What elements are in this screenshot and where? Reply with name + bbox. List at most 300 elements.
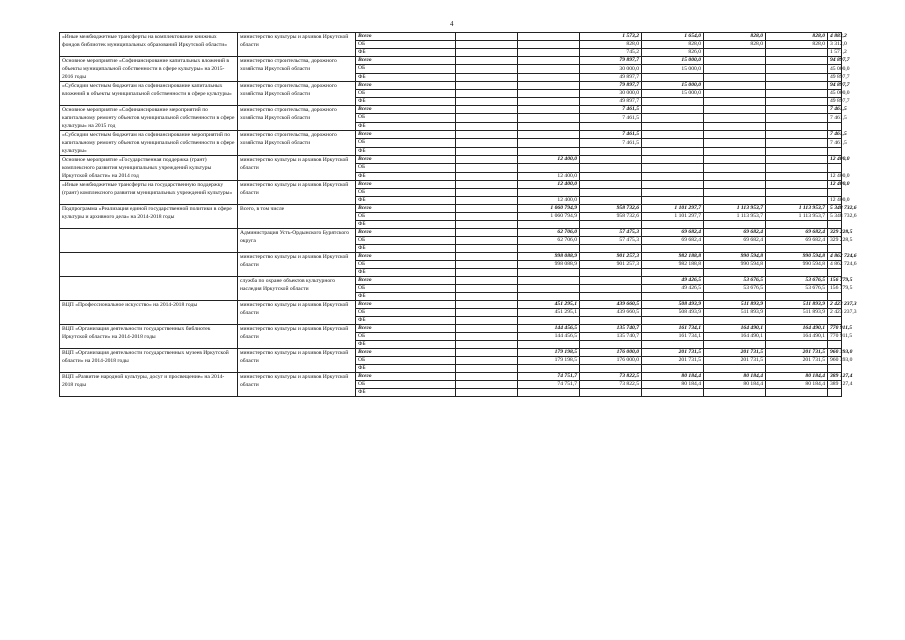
measure-description: Основное мероприятие «Софинансирование мероприятий по капитальному ремонту объектов муниципальной собственности в сфере культуры» на 2015 год [60, 106, 238, 131]
total-cell: 389 127,4 [828, 381, 842, 389]
amount-cell [704, 365, 766, 373]
amount-cell [456, 285, 518, 293]
amount-cell [580, 365, 642, 373]
funding-source: ОБ [356, 357, 456, 365]
amount-cell [766, 245, 828, 253]
amount-cell [456, 245, 518, 253]
amount-cell [704, 341, 766, 349]
amount-cell: 1 113 953,7 [766, 213, 828, 221]
amount-cell [642, 172, 704, 180]
funding-source: Всего [356, 229, 456, 237]
total-cell: 94 897,7 [828, 57, 842, 65]
measure-description [60, 277, 238, 301]
amount-cell [704, 172, 766, 180]
amount-cell: 164 490,1 [704, 325, 766, 333]
table-row [60, 33, 842, 41]
amount-cell: 7 461,5 [580, 114, 642, 122]
amount-cell [456, 253, 518, 261]
total-cell: 2 423 237,3 [828, 301, 842, 309]
responsible-executor: министерство культуры и архивов Иркутской области [238, 349, 356, 373]
funding-source: ФБ [356, 221, 456, 229]
amount-cell [704, 98, 766, 106]
responsible-executor: министерство строительства, дорожного хозяйства Иркутской области [238, 106, 356, 131]
amount-cell [456, 309, 518, 317]
amount-cell [580, 293, 642, 301]
amount-cell: 179 198,5 [518, 357, 580, 365]
amount-cell [580, 245, 642, 253]
table-row [60, 229, 842, 237]
funding-source: ФБ [356, 49, 456, 57]
amount-cell: 53 676,5 [766, 285, 828, 293]
total-cell [828, 365, 842, 373]
funding-source: ОБ [356, 285, 456, 293]
funding-source: Всего [356, 181, 456, 189]
amount-cell: 15 000,0 [642, 82, 704, 90]
amount-cell: 511 893,9 [766, 309, 828, 317]
responsible-executor: Администрация Усть-Ордынского Бурятского округа [238, 229, 356, 253]
amount-cell [456, 49, 518, 57]
amount-cell: 80 184,4 [766, 381, 828, 389]
total-cell [828, 341, 842, 349]
total-cell: 49 897,7 [828, 98, 842, 106]
amount-cell [642, 156, 704, 164]
funding-source: ФБ [356, 172, 456, 180]
amount-cell [766, 156, 828, 164]
amount-cell [766, 189, 828, 197]
amount-cell [518, 317, 580, 325]
funding-source: ФБ [356, 122, 456, 130]
amount-cell [704, 197, 766, 205]
amount-cell [704, 73, 766, 81]
amount-cell: 1 113 953,7 [704, 205, 766, 213]
amount-cell [456, 122, 518, 130]
total-cell: 5 348 732,6 [828, 213, 842, 221]
amount-cell: 982 188,8 [642, 261, 704, 269]
amount-cell: 15 000,0 [642, 57, 704, 65]
amount-cell [518, 106, 580, 114]
funding-source: Всего [356, 277, 456, 285]
amount-cell [456, 205, 518, 213]
amount-cell: 828,0 [580, 41, 642, 49]
amount-cell: 901 257,3 [580, 261, 642, 269]
amount-cell: 511 893,9 [704, 309, 766, 317]
amount-cell [642, 98, 704, 106]
table-row [60, 349, 842, 357]
amount-cell [766, 90, 828, 98]
amount-cell [580, 389, 642, 397]
amount-cell [456, 156, 518, 164]
amount-cell [766, 341, 828, 349]
amount-cell [704, 131, 766, 139]
funding-source: Всего [356, 106, 456, 114]
amount-cell [766, 98, 828, 106]
amount-cell: 164 490,1 [704, 333, 766, 341]
amount-cell: 74 751,7 [518, 373, 580, 381]
table-row [60, 205, 842, 213]
amount-cell [518, 82, 580, 90]
amount-cell: 53 676,5 [704, 277, 766, 285]
total-cell: 12 400,0 [828, 197, 842, 205]
amount-cell [518, 293, 580, 301]
amount-cell [518, 131, 580, 139]
amount-cell [456, 269, 518, 277]
total-cell: 2 423 237,3 [828, 309, 842, 317]
amount-cell [642, 317, 704, 325]
total-cell: 770 911,5 [828, 325, 842, 333]
amount-cell: 12 400,0 [518, 172, 580, 180]
amount-cell [642, 197, 704, 205]
amount-cell: 201 731,5 [642, 349, 704, 357]
measure-description: ВЦП «Организация деятельности государственных музеев Иркутской области» на 2014-2018 годы [60, 349, 238, 373]
amount-cell [704, 57, 766, 65]
amount-cell: 998 088,9 [518, 261, 580, 269]
total-cell: 960 393,0 [828, 357, 842, 365]
table-row [60, 57, 842, 65]
amount-cell: 1 654,0 [642, 33, 704, 41]
amount-cell: 828,0 [704, 41, 766, 49]
responsible-executor: служба по охране объектов культурного наследия Иркутской области [238, 277, 356, 301]
amount-cell [704, 164, 766, 172]
amount-cell: 1 573,2 [580, 33, 642, 41]
amount-cell [518, 189, 580, 197]
amount-cell [580, 189, 642, 197]
amount-cell [704, 189, 766, 197]
responsible-executor: министерство культуры и архивов Иркутской области [238, 373, 356, 397]
responsible-executor: министерство культуры и архивов Иркутской области [238, 156, 356, 181]
amount-cell: 164 490,1 [766, 333, 828, 341]
amount-cell [456, 114, 518, 122]
amount-cell: 144 456,5 [518, 333, 580, 341]
amount-cell [704, 293, 766, 301]
amount-cell [766, 147, 828, 155]
amount-cell: 53 676,5 [766, 277, 828, 285]
amount-cell [704, 389, 766, 397]
amount-cell [456, 57, 518, 65]
amount-cell [642, 293, 704, 301]
amount-cell [456, 90, 518, 98]
total-cell: 156 779,5 [828, 285, 842, 293]
total-cell [828, 147, 842, 155]
responsible-executor: Всего, в том числе [238, 205, 356, 229]
amount-cell [456, 98, 518, 106]
amount-cell [580, 197, 642, 205]
amount-cell [642, 365, 704, 373]
responsible-executor: министерство культуры и архивов Иркутской области [238, 33, 356, 57]
amount-cell [704, 181, 766, 189]
amount-cell [704, 139, 766, 147]
table-row [60, 156, 842, 164]
table-row [60, 277, 842, 285]
amount-cell [456, 341, 518, 349]
total-cell [828, 189, 842, 197]
funding-source: ФБ [356, 365, 456, 373]
funding-source: Всего [356, 349, 456, 357]
amount-cell: 69 682,4 [766, 229, 828, 237]
amount-cell: 176 000,0 [580, 357, 642, 365]
amount-cell [580, 147, 642, 155]
amount-cell [766, 73, 828, 81]
table-row [60, 131, 842, 139]
amount-cell [518, 122, 580, 130]
amount-cell [704, 147, 766, 155]
total-cell: 12 400,0 [828, 172, 842, 180]
funding-source: ОБ [356, 114, 456, 122]
table-row [60, 301, 842, 309]
amount-cell: 80 184,4 [766, 373, 828, 381]
amount-cell [456, 365, 518, 373]
amount-cell [704, 106, 766, 114]
funding-source: Всего [356, 82, 456, 90]
amount-cell: 990 594,8 [704, 253, 766, 261]
amount-cell [704, 317, 766, 325]
funding-source: Всего [356, 301, 456, 309]
amount-cell [580, 317, 642, 325]
total-cell: 389 127,4 [828, 373, 842, 381]
amount-cell: 69 682,4 [704, 237, 766, 245]
amount-cell: 998 088,9 [518, 253, 580, 261]
amount-cell [518, 90, 580, 98]
amount-cell [456, 147, 518, 155]
amount-cell: 49 426,5 [642, 277, 704, 285]
funding-source: ФБ [356, 341, 456, 349]
amount-cell: 69 682,4 [642, 229, 704, 237]
funding-source: Всего [356, 325, 456, 333]
amount-cell [704, 221, 766, 229]
measure-description: «Субсидии местным бюджетам на софинансирование мероприятий по капитальному ремонту объектов муниципальной собственности в сфере культуры» [60, 131, 238, 156]
amount-cell [456, 213, 518, 221]
amount-cell [766, 82, 828, 90]
amount-cell [766, 197, 828, 205]
amount-cell [456, 389, 518, 397]
amount-cell: 80 184,4 [704, 373, 766, 381]
total-cell: 3 312,0 [828, 41, 842, 49]
funding-source: ОБ [356, 309, 456, 317]
amount-cell [518, 164, 580, 172]
amount-cell [704, 114, 766, 122]
funding-source: ОБ [356, 189, 456, 197]
amount-cell [456, 349, 518, 357]
amount-cell [766, 65, 828, 73]
amount-cell [456, 221, 518, 229]
amount-cell: 451 295,1 [518, 309, 580, 317]
amount-cell [766, 106, 828, 114]
funding-source: Всего [356, 156, 456, 164]
amount-cell [518, 147, 580, 155]
amount-cell: 439 660,5 [580, 309, 642, 317]
funding-source: ФБ [356, 269, 456, 277]
funding-source: Всего [356, 205, 456, 213]
amount-cell: 745,2 [580, 49, 642, 57]
total-cell [828, 389, 842, 397]
total-cell: 960 393,0 [828, 349, 842, 357]
amount-cell: 30 000,0 [580, 65, 642, 73]
amount-cell [456, 41, 518, 49]
table-body [60, 33, 857, 397]
total-cell: 94 897,7 [828, 82, 842, 90]
amount-cell [580, 164, 642, 172]
funding-source: ФБ [356, 317, 456, 325]
funding-source: ОБ [356, 213, 456, 221]
amount-cell [456, 139, 518, 147]
amount-cell [456, 237, 518, 245]
amount-cell [642, 122, 704, 130]
amount-cell [704, 49, 766, 57]
total-cell: 1 571,2 [828, 49, 842, 57]
total-cell: 7 461,5 [828, 139, 842, 147]
measure-description [60, 253, 238, 277]
amount-cell: 12 400,0 [518, 181, 580, 189]
amount-cell [766, 114, 828, 122]
amount-cell: 990 594,8 [766, 261, 828, 269]
total-cell: 156 779,5 [828, 277, 842, 285]
amount-cell: 7 461,5 [580, 131, 642, 139]
amount-cell: 1 101 297,7 [642, 205, 704, 213]
measure-description: ВЦП «Развитие народной культуры, досуг и просвещение» на 2014-2018 годы [60, 373, 238, 397]
amount-cell [704, 65, 766, 73]
amount-cell [642, 114, 704, 122]
total-cell: 329 228,5 [828, 237, 842, 245]
amount-cell: 30 000,0 [580, 90, 642, 98]
funding-source: ОБ [356, 41, 456, 49]
amount-cell [766, 122, 828, 130]
amount-cell [456, 172, 518, 180]
amount-cell: 73 822,5 [580, 373, 642, 381]
total-cell: 12 400,0 [828, 156, 842, 164]
amount-cell [642, 269, 704, 277]
total-cell: 770 911,5 [828, 333, 842, 341]
amount-cell [518, 285, 580, 293]
amount-cell [518, 41, 580, 49]
amount-cell: 508 493,9 [642, 309, 704, 317]
amount-cell: 201 731,5 [642, 357, 704, 365]
amount-cell [518, 365, 580, 373]
measure-description: Основное мероприятие «Софинансирование капитальных вложений в объекты муниципальной собственности в сфере культуры» на 2015-2016 годы [60, 57, 238, 82]
amount-cell: 15 000,0 [642, 90, 704, 98]
amount-cell: 1 113 953,7 [766, 205, 828, 213]
amount-cell [766, 49, 828, 57]
funding-source: ОБ [356, 381, 456, 389]
amount-cell [580, 277, 642, 285]
amount-cell: 135 740,7 [580, 325, 642, 333]
amount-cell: 73 822,5 [580, 381, 642, 389]
amount-cell [766, 139, 828, 147]
amount-cell [642, 139, 704, 147]
total-cell [828, 122, 842, 130]
amount-cell: 57 475,3 [580, 229, 642, 237]
amount-cell: 69 682,4 [766, 237, 828, 245]
amount-cell [518, 98, 580, 106]
amount-cell [518, 49, 580, 57]
amount-cell [456, 333, 518, 341]
measure-description: ВЦП «Профессиональное искусство» на 2014-2018 годы [60, 301, 238, 325]
amount-cell: 439 660,5 [580, 301, 642, 309]
funding-source: ОБ [356, 164, 456, 172]
amount-cell [518, 221, 580, 229]
total-cell: 49 897,7 [828, 73, 842, 81]
amount-cell [456, 33, 518, 41]
amount-cell: 1 101 297,7 [642, 213, 704, 221]
amount-cell: 828,0 [704, 33, 766, 41]
amount-cell [704, 269, 766, 277]
amount-cell: 828,0 [766, 41, 828, 49]
amount-cell [518, 139, 580, 147]
responsible-executor: министерство строительства, дорожного хозяйства Иркутской области [238, 82, 356, 106]
amount-cell [580, 269, 642, 277]
amount-cell [766, 57, 828, 65]
total-cell: 45 000,0 [828, 65, 842, 73]
amount-cell [704, 156, 766, 164]
amount-cell [580, 221, 642, 229]
amount-cell: 1 113 953,7 [704, 213, 766, 221]
table-row [60, 373, 842, 381]
table-row [60, 253, 842, 261]
measure-description [60, 229, 238, 253]
total-cell [828, 293, 842, 301]
total-cell [828, 164, 842, 172]
amount-cell: 511 893,9 [766, 301, 828, 309]
amount-cell: 69 682,4 [642, 237, 704, 245]
amount-cell [456, 293, 518, 301]
amount-cell [642, 181, 704, 189]
funding-source: ОБ [356, 139, 456, 147]
amount-cell: 901 257,3 [580, 253, 642, 261]
amount-cell [704, 122, 766, 130]
amount-cell [518, 245, 580, 253]
amount-cell: 79 897,7 [580, 57, 642, 65]
amount-cell [642, 73, 704, 81]
amount-cell [456, 381, 518, 389]
funding-source: ФБ [356, 147, 456, 155]
amount-cell: 828,0 [766, 33, 828, 41]
table-row [60, 181, 842, 189]
amount-cell [766, 164, 828, 172]
amount-cell: 7 461,5 [580, 139, 642, 147]
amount-cell: 161 734,1 [642, 333, 704, 341]
amount-cell: 49 426,5 [642, 285, 704, 293]
amount-cell: 144 456,5 [518, 325, 580, 333]
amount-cell [518, 57, 580, 65]
amount-cell [456, 73, 518, 81]
measure-description: «Иные межбюджетные трансферты на комплектование книжных фондов библиотек муниципальных образований Иркутской области» [60, 33, 238, 57]
amount-cell [642, 245, 704, 253]
funding-source: ОБ [356, 237, 456, 245]
amount-cell [456, 325, 518, 333]
total-cell [828, 317, 842, 325]
amount-cell [518, 73, 580, 81]
amount-cell [766, 181, 828, 189]
amount-cell [580, 172, 642, 180]
amount-cell: 135 740,7 [580, 333, 642, 341]
total-cell: 7 461,5 [828, 106, 842, 114]
amount-cell: 990 594,8 [766, 253, 828, 261]
amount-cell: 74 751,7 [518, 381, 580, 389]
amount-cell: 451 295,1 [518, 301, 580, 309]
measure-description: Подпрограмма «Реализация единой государственной политики в сфере культуры и архивного дела» на 2014-2018 годы [60, 205, 238, 229]
amount-cell: 161 734,1 [642, 325, 704, 333]
amount-cell [580, 156, 642, 164]
amount-cell: 176 000,0 [580, 349, 642, 357]
funding-source: Всего [356, 253, 456, 261]
amount-cell [456, 82, 518, 90]
amount-cell [456, 65, 518, 73]
table-row [60, 325, 842, 333]
total-cell [828, 221, 842, 229]
amount-cell [580, 122, 642, 130]
amount-cell: 511 893,9 [704, 301, 766, 309]
funding-source: ОБ [356, 90, 456, 98]
amount-cell: 57 475,3 [580, 237, 642, 245]
amount-cell: 201 731,5 [704, 349, 766, 357]
